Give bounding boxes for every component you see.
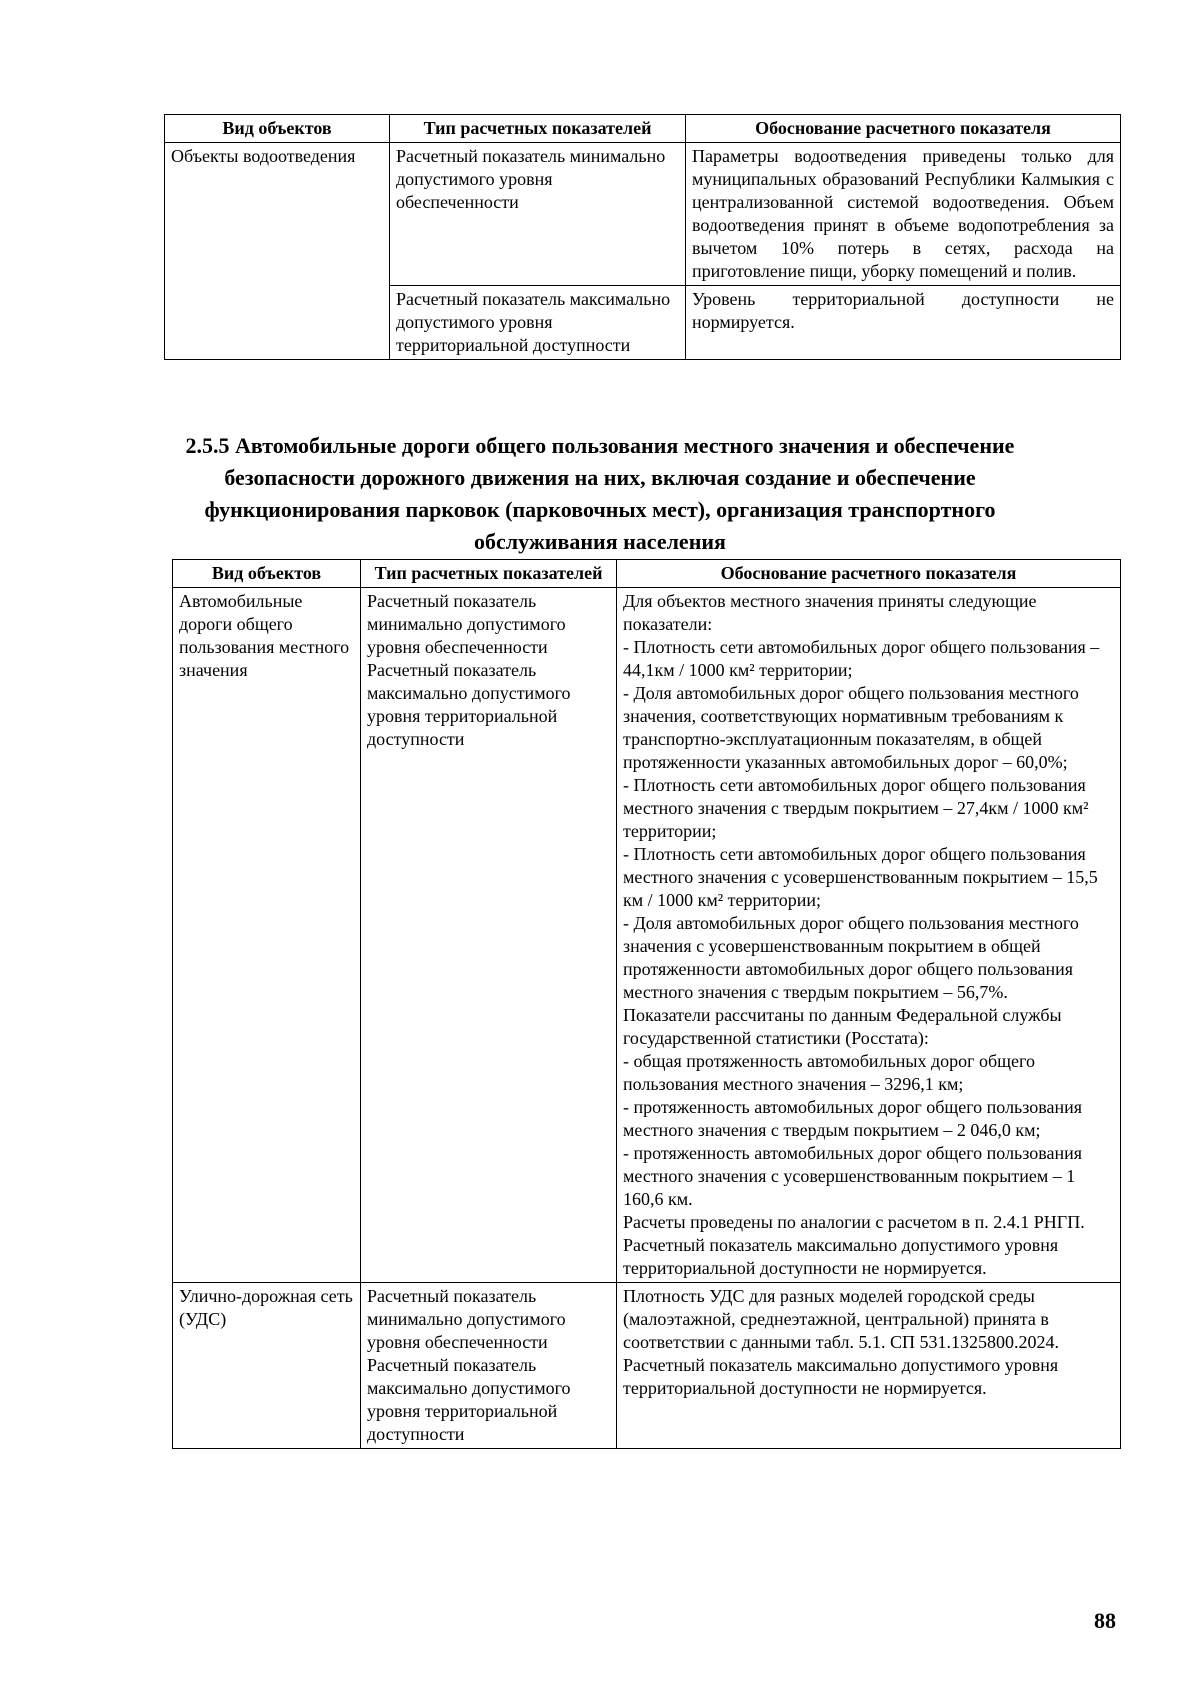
justification-line: - протяженность автомобильных дорог общего пользования местного значения с твердым покрытием – 2 046,0 км;: [623, 1097, 1083, 1140]
justification-line: Расчеты проведены по аналогии с расчетом в п. 2.4.1 РНГП.: [623, 1212, 1085, 1232]
justification-cell: Уровень территориальной доступности не нормируется.: [686, 286, 1121, 360]
object-cell: Автомобильные дороги общего пользования местного значения: [173, 588, 361, 1283]
page-number: 88: [1094, 1608, 1116, 1633]
roads-table: [172, 559, 1121, 1449]
justification-line: Расчетный показатель максимально допустимого уровня территориальной доступности не нормируется.: [623, 1235, 1059, 1278]
justification-line: - Доля автомобильных дорог общего пользования местного значения с усовершенствованным покрытием в общей протяженности автомобильных дорог общего пользования местного значения с твердым покрытием – 56,7%.: [623, 913, 1079, 1002]
justification-line: - Плотность сети автомобильных дорог общего пользования местного значения с твердым покрытием – 27,4км / 1000 км² территории;: [623, 775, 1089, 841]
indicator-type-cell: Расчетный показатель минимально допустимого уровня обеспеченности Расчетный показатель максимально допустимого уровня территориальной доступности: [361, 1283, 617, 1449]
justification-line: Показатели рассчитаны по данным Федеральной службы государственной статистики (Росстата):: [623, 1005, 1062, 1048]
table-row: [173, 1283, 1121, 1449]
column-header-object: Вид объектов: [173, 560, 361, 588]
column-header-type: Тип расчетных показателей: [390, 115, 686, 143]
justification-line: Плотность УДС для разных моделей городской среды (малоэтажной, среднеэтажной, центральной) принята в соответствии с данными табл. 5.1. СП 531.1325800.2024.: [623, 1286, 1059, 1352]
indicator-type-cell: Расчетный показатель максимально допустимого уровня территориальной доступности: [390, 286, 686, 360]
justification-line: Расчетный показатель максимально допустимого уровня территориальной доступности не нормируется.: [623, 1355, 1059, 1398]
justification-cell: [617, 588, 1121, 1283]
column-header-justification: Обоснование расчетного показателя: [617, 560, 1121, 588]
justification-cell: [617, 1283, 1121, 1449]
justification-line: - протяженность автомобильных дорог общего пользования местного значения с усовершенствованным покрытием – 1 160,6 км.: [623, 1143, 1083, 1209]
indicator-type-cell: Расчетный показатель минимально допустимого уровня обеспеченности Расчетный показатель максимально допустимого уровня территориальной доступности: [361, 588, 617, 1283]
justification-line: - Плотность сети автомобильных дорог общего пользования местного значения с усовершенствованным покрытием – 15,5 км / 1000 км² территории;: [623, 844, 1098, 910]
justification-line: - Плотность сети автомобильных дорог общего пользования – 44,1км / 1000 км² территории;: [623, 637, 1100, 680]
object-cell: Объекты водоотведения: [165, 143, 390, 360]
table-header-row: [165, 115, 1121, 143]
table-row: [173, 588, 1121, 1283]
column-header-type: Тип расчетных показателей: [361, 560, 617, 588]
justification-cell: Параметры водоотведения приведены только для муниципальных образований Республики Калмыкия с централизованной системой водоотведения. Объем водоотведения принят в объеме водопотребления за вычетом 10% потерь в сетях, расхода на приготовление пищи, уборку помещений и полив.: [686, 143, 1121, 286]
justification-line: - Доля автомобильных дорог общего пользования местного значения, соответствующих нормативным требованиям к транспортно-эксплуатационным показателям, в общей протяженности указанных автомобильных дорог – 60,0%;: [623, 683, 1079, 772]
column-header-justification: Обоснование расчетного показателя: [686, 115, 1121, 143]
table-header-row: [173, 560, 1121, 588]
water-disposal-table: [164, 114, 1121, 360]
object-cell: Улично-дорожная сеть (УДС): [173, 1283, 361, 1449]
justification-line: Для объектов местного значения приняты следующие показатели:: [623, 591, 1037, 634]
table-row: [165, 143, 1121, 286]
section-heading: 2.5.5 Автомобильные дороги общего пользования местного значения и обеспечение безопасности дорожного движения на них, включая создание и обеспечение функционирования парковок (парковочных мест), организация транспортного обслуживания населения: [185, 433, 1015, 554]
justification-line: - общая протяженность автомобильных дорог общего пользования местного значения – 3296,1 км;: [623, 1051, 1035, 1094]
indicator-type-cell: Расчетный показатель минимально допустимого уровня обеспеченности: [390, 143, 686, 286]
column-header-object: Вид объектов: [165, 115, 390, 143]
